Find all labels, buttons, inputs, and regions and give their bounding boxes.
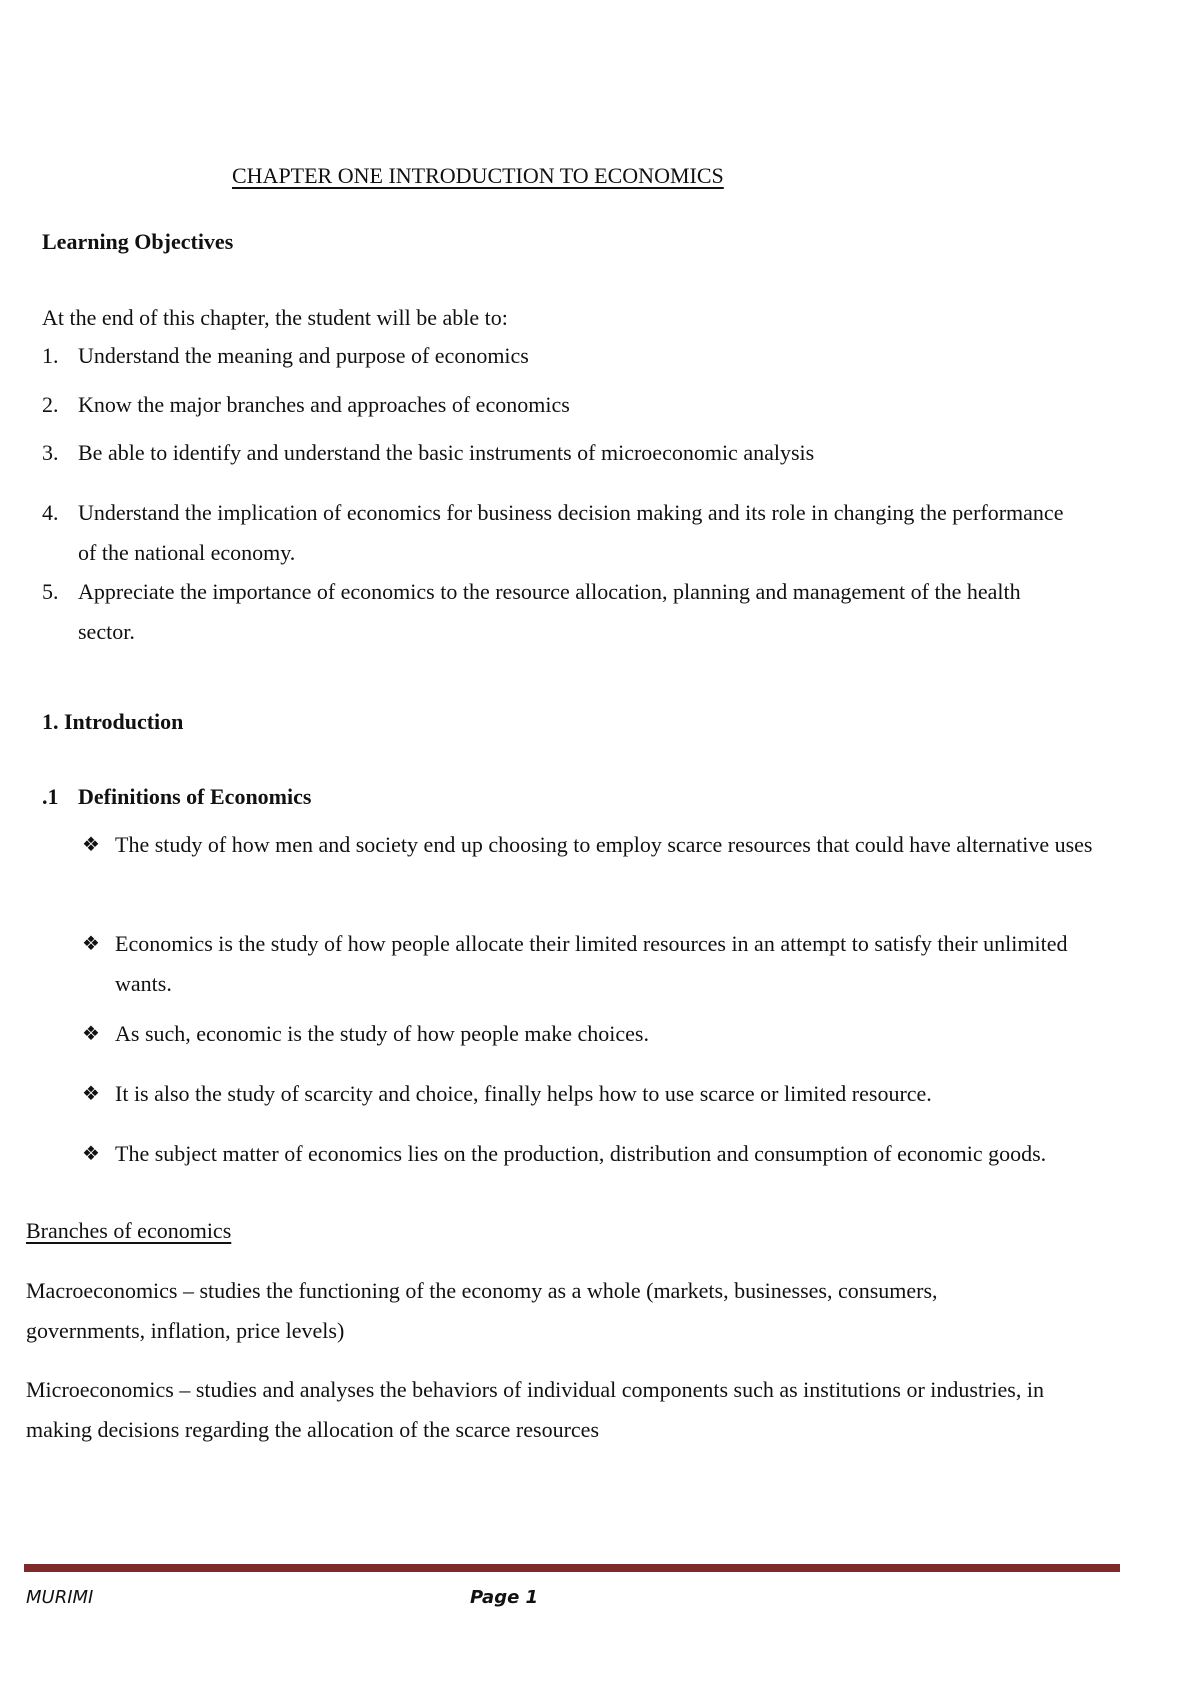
definition-bullet xyxy=(82,1074,1102,1114)
learning-objectives-heading: Learning Objectives xyxy=(42,229,234,254)
objective-text: Be able to identify and understand the basic instruments of microeconomic analysis xyxy=(78,440,815,465)
objective-item xyxy=(42,572,1082,652)
footer-author: MURIMI xyxy=(26,1587,94,1608)
bullet-text: The study of how men and society end up choosing to employ scarce resources that could have alternative uses xyxy=(115,832,1093,857)
definition-bullet xyxy=(82,1014,1102,1054)
definition-bullet xyxy=(82,825,1102,865)
diamond-bullet-icon: ❖ xyxy=(82,1023,100,1045)
definitions-heading xyxy=(42,777,311,817)
introduction-heading: 1. Introduction xyxy=(42,709,184,734)
objective-number: 1. xyxy=(42,343,59,368)
objective-text: Know the major branches and approaches of economics xyxy=(78,392,570,417)
footer-rule xyxy=(24,1564,1120,1572)
objective-text: Understand the meaning and purpose of economics xyxy=(78,343,529,368)
diamond-bullet-icon: ❖ xyxy=(82,834,100,856)
bullet-text: Economics is the study of how people allocate their limited resources in an attempt to satisfy their unlimited wants. xyxy=(115,931,1068,996)
branches-heading: Branches of economics xyxy=(26,1218,232,1243)
footer-page-number: Page 1 xyxy=(470,1587,539,1608)
objective-item xyxy=(42,336,1082,376)
definitions-title: Definitions of Economics xyxy=(78,784,312,809)
bullet-text: As such, economic is the study of how people make choices. xyxy=(115,1021,649,1046)
objective-text: Appreciate the importance of economics to the resource allocation, planning and management of the health sector. xyxy=(78,579,1021,644)
objective-item xyxy=(42,493,1082,573)
objective-number: 3. xyxy=(42,440,59,465)
diamond-bullet-icon: ❖ xyxy=(82,933,100,955)
branch-paragraph: Macroeconomics – studies the functioning of the economy as a whole (markets, businesses, consumers, governments, inflation, price levels) xyxy=(26,1278,938,1343)
chapter-title: CHAPTER ONE INTRODUCTION TO ECONOMICS xyxy=(232,163,724,188)
definition-bullet xyxy=(82,1134,1102,1174)
objective-number: 2. xyxy=(42,392,59,417)
objective-number: 4. xyxy=(42,500,59,525)
diamond-bullet-icon: ❖ xyxy=(82,1143,100,1165)
objective-item xyxy=(42,433,1082,473)
objective-number: 5. xyxy=(42,579,59,604)
branch-paragraph: Microeconomics – studies and analyses the behaviors of individual components such as institutions or industries, in making decisions regarding the allocation of the scarce resources xyxy=(26,1377,1044,1442)
objectives-intro: At the end of this chapter, the student will be able to: xyxy=(42,305,508,330)
definition-bullet xyxy=(82,924,1102,1004)
definitions-number: .1 xyxy=(42,784,59,809)
bullet-text: The subject matter of economics lies on the production, distribution and consumption of economic goods. xyxy=(115,1141,1047,1166)
objective-text: Understand the implication of economics for business decision making and its role in changing the performance of the national economy. xyxy=(78,500,1064,565)
diamond-bullet-icon: ❖ xyxy=(82,1083,100,1105)
objective-item xyxy=(42,385,1082,425)
bullet-text: It is also the study of scarcity and choice, finally helps how to use scarce or limited resource. xyxy=(115,1081,932,1106)
